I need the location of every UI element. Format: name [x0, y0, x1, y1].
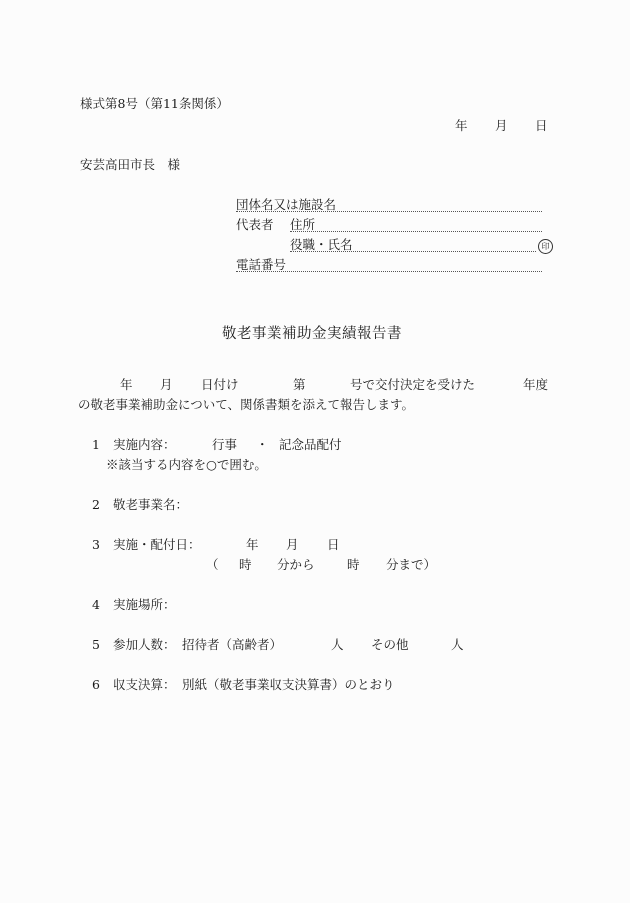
item-1-separator: ・	[256, 437, 269, 452]
intro-no-prefix: 第	[293, 377, 306, 392]
item-5-other-label: その他	[371, 637, 409, 652]
item-5-invited-label: 招待者（高齢者）	[182, 637, 283, 652]
date-month-label: 月	[495, 118, 508, 133]
title-name-field[interactable]	[290, 251, 536, 252]
date-year-label: 年	[455, 118, 468, 133]
item-3-number: 3	[92, 537, 100, 552]
org-name-label: 団体名又は施設名	[236, 197, 337, 212]
item-5-number: 5	[92, 637, 100, 652]
intro-day: 日付け	[201, 377, 239, 392]
item-4-label: 実施場所：	[113, 597, 176, 612]
item-5-label: 参加人数：	[113, 637, 176, 652]
item-6-number: 6	[92, 677, 100, 692]
title-name-label: 役職・氏名	[290, 237, 353, 252]
addressee: 安芸高田市長 様	[80, 157, 181, 172]
item-3-day: 日	[327, 537, 340, 552]
item-3-year: 年	[246, 537, 259, 552]
phone-label: 電話番号	[236, 257, 287, 272]
item-3-label: 実施・配付日：	[113, 537, 201, 552]
seal-icon: 印	[538, 237, 553, 254]
address-label: 住所	[290, 217, 316, 232]
form-number: 様式第8号（第11条関係）	[80, 96, 229, 111]
address-field[interactable]	[290, 231, 542, 232]
item-2-number: 2	[92, 497, 100, 512]
intro-no-suffix: 号で交付決定を受けた	[350, 377, 476, 392]
item-6-label: 収支決算：	[113, 677, 176, 692]
item-3-start-hour: 時	[239, 557, 252, 572]
item-2-label: 敬老事業名：	[113, 497, 189, 512]
item-5-unit-other: 人	[451, 637, 464, 652]
item-3-end-minute: 分まで）	[386, 557, 437, 572]
phone-field[interactable]	[236, 271, 542, 272]
item-3-time-open: （	[206, 557, 219, 572]
item-1-number: 1	[92, 437, 100, 452]
item-1-option-gift[interactable]: 記念品配付	[279, 437, 342, 452]
date-day-label: 日	[535, 118, 548, 133]
item-5-unit-invited: 人	[331, 637, 344, 652]
representative-label: 代表者	[236, 217, 274, 232]
item-6-value: 別紙（敬老事業収支決算書）のとおり	[182, 677, 395, 692]
intro-line2: の敬老事業補助金について、関係書類を添えて報告します。	[78, 397, 415, 412]
item-3-end-hour: 時	[347, 557, 360, 572]
intro-year: 年	[120, 377, 133, 392]
document-title: 敬老事業補助金実績報告書	[222, 326, 402, 342]
intro-fiscal-year: 年度	[523, 377, 549, 392]
intro-month: 月	[160, 377, 173, 392]
item-1-label: 実施内容：	[113, 437, 176, 452]
item-3-start-minute: 分から	[277, 557, 315, 572]
item-1-note: ※該当する内容を○で囲む。	[106, 457, 267, 472]
item-3-month: 月	[286, 537, 299, 552]
item-4-number: 4	[92, 597, 100, 612]
org-name-field[interactable]	[236, 211, 542, 212]
item-1-option-event[interactable]: 行事	[212, 437, 238, 452]
